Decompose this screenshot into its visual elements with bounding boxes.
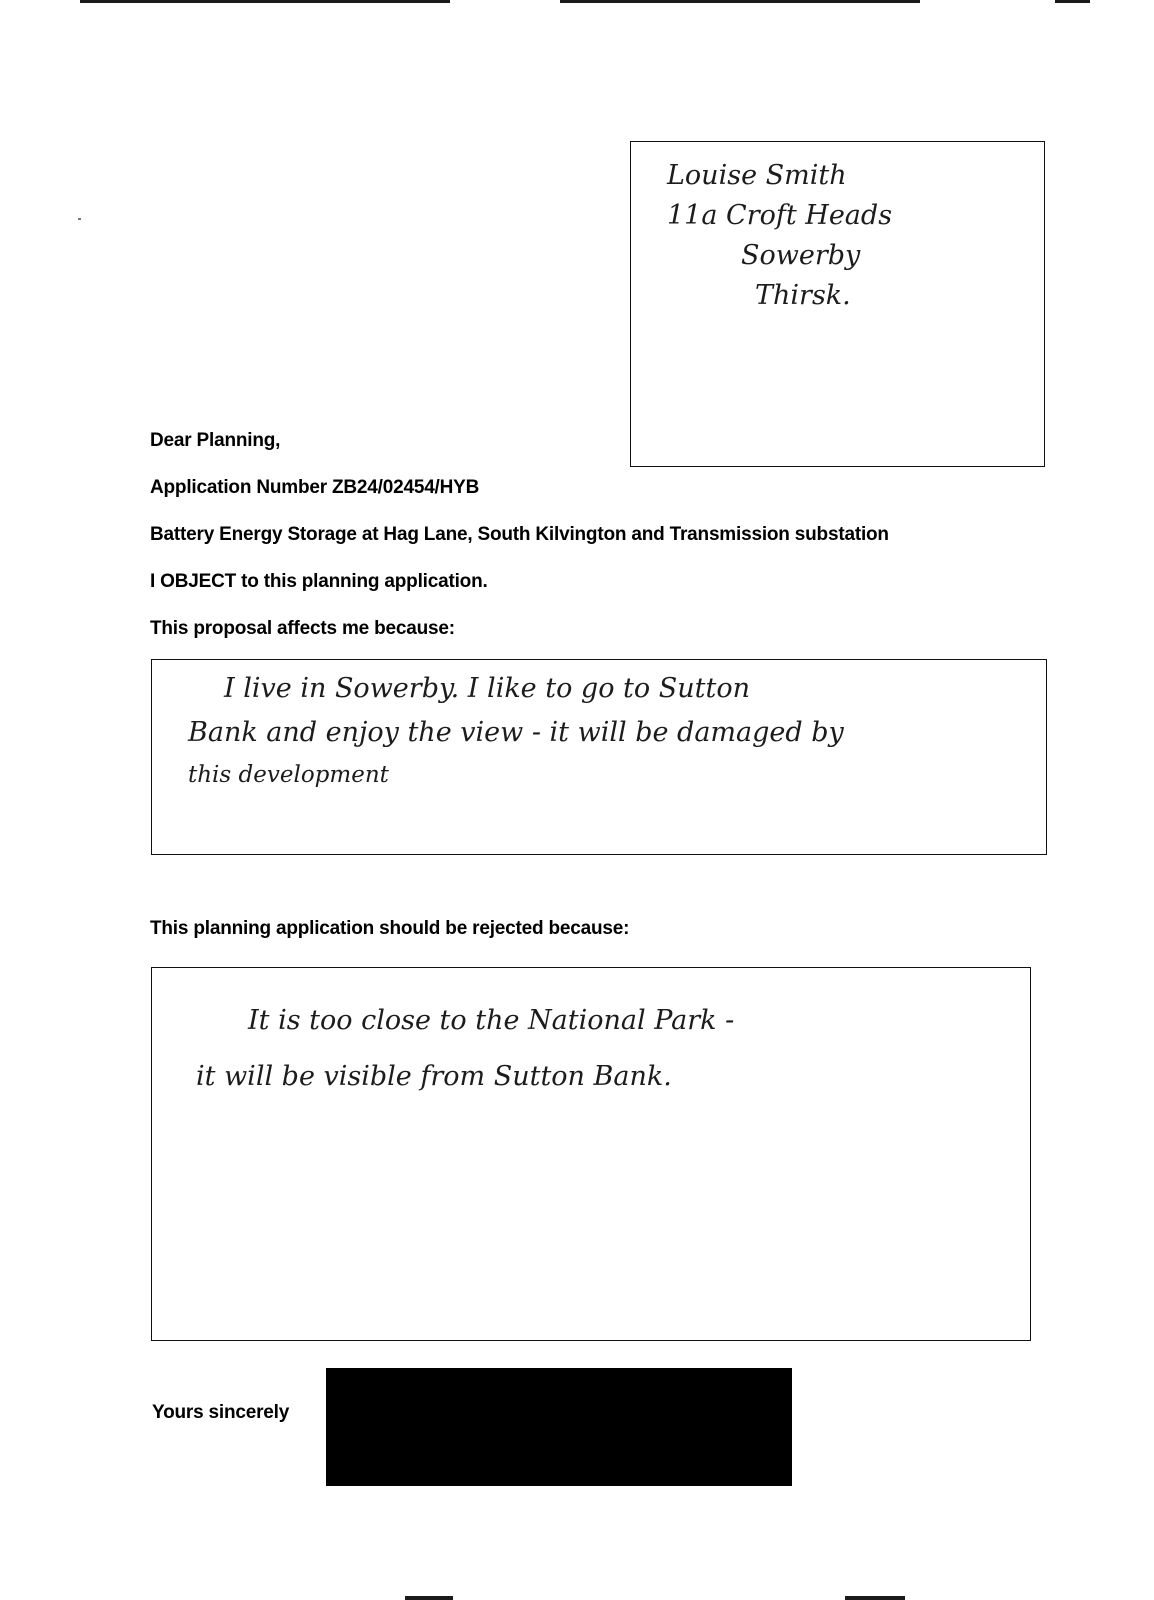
scan-edge-top — [80, 0, 450, 3]
scan-edge-bottom — [845, 1596, 905, 1600]
scan-edge-top — [1055, 0, 1090, 3]
address-box — [630, 141, 1045, 467]
scan-edge-top — [560, 0, 920, 3]
reject-box — [151, 967, 1031, 1341]
reject-line: It is too close to the National Park - — [248, 1005, 735, 1036]
scan-speck — [78, 218, 81, 220]
address-line: 11a Croft Heads — [667, 200, 893, 231]
affects-box — [151, 659, 1047, 855]
affects-heading: This proposal affects me because: — [150, 618, 455, 639]
affects-line: Bank and enjoy the view - it will be damaged by — [188, 717, 844, 748]
redacted-signature — [326, 1368, 792, 1486]
address-line: Louise Smith — [667, 160, 847, 191]
address-line: Thirsk. — [755, 280, 851, 311]
closing: Yours sincerely — [152, 1402, 290, 1423]
address-line: Sowerby — [741, 240, 861, 271]
subject-line: Battery Energy Storage at Hag Lane, South Kilvington and Transmission substation — [150, 524, 889, 545]
affects-line: this development — [188, 762, 389, 788]
reject-line: it will be visible from Sutton Bank. — [196, 1061, 672, 1092]
reject-heading: This planning application should be rejected because: — [150, 918, 630, 939]
scan-edge-bottom — [405, 1596, 453, 1600]
application-number: Application Number ZB24/02454/HYB — [150, 477, 480, 498]
objection-statement: I OBJECT to this planning application. — [150, 571, 488, 592]
salutation: Dear Planning, — [150, 430, 281, 451]
affects-line: I live in Sowerby. I like to go to Sutton — [224, 673, 750, 704]
